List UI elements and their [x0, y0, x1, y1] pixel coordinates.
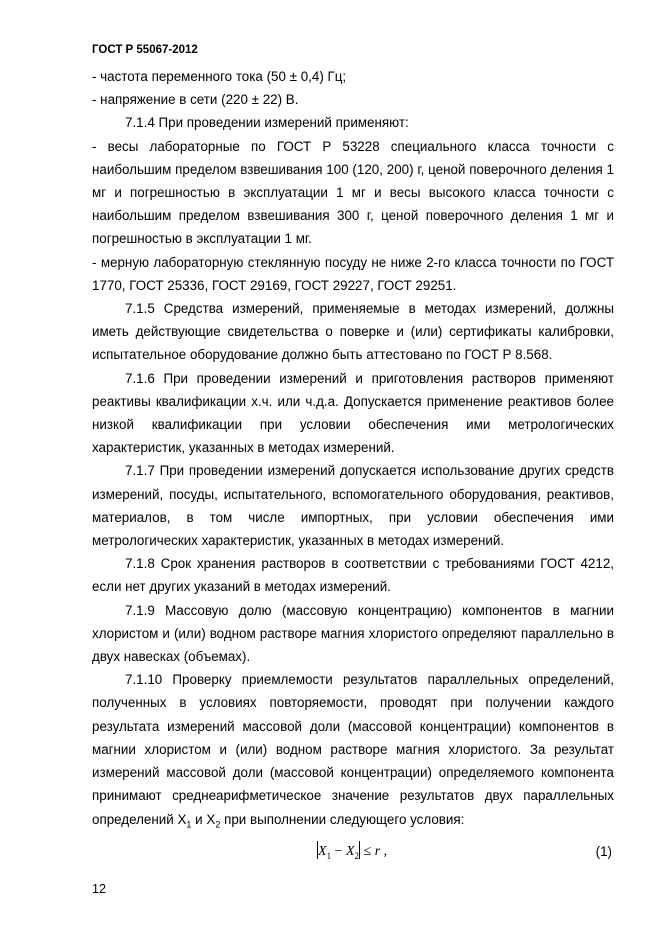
formula-expression	[317, 840, 387, 868]
paragraph-7-1-8: 7.1.8 Срок хранения растворов в соответствии с требованиями ГОСТ 4212, если нет других указаний в методах измерений.	[92, 556, 614, 595]
paragraph-7-1-7: 7.1.7 При проведении измерений допускается использование других средств измерений, посуды, испытательного, вспомогательного оборудования, реактивов, материалов, в том числе импортных, при условии обеспечения ими метрологических характеристик, указанных в методах измерений.	[92, 463, 614, 549]
formula-number: (1)	[595, 844, 612, 860]
paragraph-7-1-4: 7.1.4 При проведении измерений применяют:	[125, 115, 409, 131]
paragraph-7-1-6: 7.1.6 При проведении измерений и приготовления растворов применяют реактивы квалификации х.ч. или ч.д.а. Допускается применение реактивов более низкой квалификации при условии обеспечения ими метрологических характеристик, указанных в методах измерений.	[92, 370, 614, 456]
formula-1	[92, 840, 614, 863]
formula-minus: −	[334, 844, 343, 860]
paragraph-scales: - весы лабораторные по ГОСТ Р 53228 специального класса точности с наибольшим пределом взвешивания 100 (120, 200) г, ценой поверочного деления 1 мг и погрешностью в эксплуатации 1 мг и весы высокого класса точности с наибольшим пределом взвешивания 300 г, ценой поверочного деления 1 мг и погрешностью в эксплуатации 1 мг.	[92, 138, 614, 247]
paragraph-7-1-10-tail: при выполнении следующего условия:	[224, 811, 465, 827]
paragraph-7-1-10-text: 7.1.10 Проверку приемлемости результатов параллельных определений, полученных в условиях повторяемости, проводят при получении каждого результата измерений массовой доли (массовой концентрации) компонентов в магнии хлористом и (или) водном растворе магния хлористого. За результат измерений массовой доли (массовой концентрации) определяемого компонента принимают среднеарифметическое значение результатов двух параллельных определений	[92, 672, 614, 827]
var-x1-sub: 1	[186, 819, 192, 830]
document-body	[92, 65, 614, 863]
formula-x2-sub: 2	[354, 851, 360, 862]
formula-x1: X	[318, 844, 327, 860]
formula-r: r	[374, 844, 381, 860]
var-x2: X	[206, 811, 216, 827]
paragraph-7-1-9: 7.1.9 Массовую долю (массовую концентрацию) компонентов в магнии хлористом и (или) водном растворе магния хлористого определяют параллельно в двух навесках (объемах).	[92, 602, 614, 665]
abs-bar-right	[359, 841, 360, 859]
var-x2-sub: 2	[215, 819, 221, 830]
paragraph-glassware: - мерную лабораторную стеклянную посуду не ниже 2-го класса точности по ГОСТ 1770, ГОСТ 25336, ГОСТ 29169, ГОСТ 29227, ГОСТ 29251.	[92, 254, 614, 293]
formula-comma: ,	[383, 844, 388, 860]
paragraph-voltage: - напряжение в сети (220 ± 22) В.	[92, 92, 299, 108]
formula-leq: ≤	[363, 844, 372, 860]
conj-and: и	[195, 811, 203, 827]
paragraph-7-1-10	[92, 668, 614, 836]
page-number: 12	[92, 882, 106, 896]
document-header: ГОСТ Р 55067-2012	[92, 44, 198, 56]
paragraph-frequency: - частота переменного тока (50 ± 0,4) Гц;	[92, 69, 347, 84]
paragraph-7-1-5: 7.1.5 Средства измерений, применяемые в методах измерений, должны иметь действующие свидетельства о поверке и (или) сертификаты калибровки, испытательное оборудование должно быть аттестовано по ГОСТ Р 8.568.	[92, 301, 614, 363]
formula-x2: X	[345, 844, 355, 860]
var-x1: X	[177, 811, 187, 827]
formula-x1-sub: 1	[326, 851, 332, 862]
